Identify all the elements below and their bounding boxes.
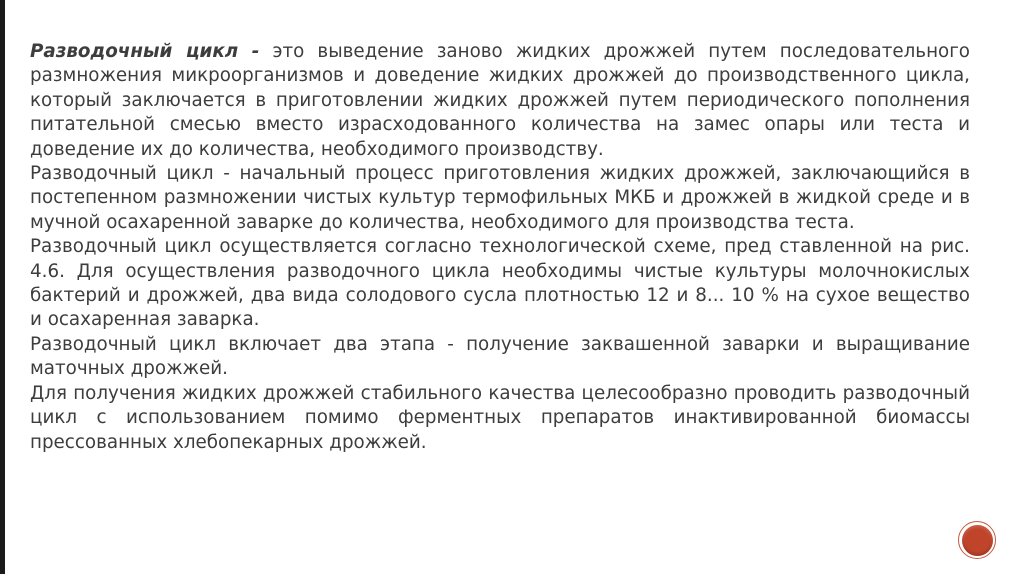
paragraph-text: это выведение заново жидких дрожжей путем последовательного размножения микроорганизмов и доведение жидких дрожжей до производственного цикла, который заключается в приготовлении жидких дрожжей путем периодического пополнения питательной смесью вместо израсходованного количества на замес опары или теста и доведение их до количества, необходимого производству.: [30, 41, 970, 160]
paragraph-definition: [30, 40, 970, 162]
next-slide-button[interactable]: [958, 521, 996, 559]
paragraph-scheme: Разводочный цикл осуществляется согласно технологической схеме, пред ставленной на рис. 4.6. Для осуществления разводочного цикла необходимы чистые культуры молочнокислых бактерий и дрожжей, два вида солодового сусла плотностью 12 и 8... 10 % на сухое вещество и осахаренная заварка.: [30, 236, 970, 331]
term-highlight: Разводочный цикл -: [30, 41, 260, 62]
left-edge-bar: [0, 0, 5, 574]
paragraph-initial-process: Разводочный цикл - начальный процесс приготовления жидких дрожжей, заключающийся в постепенном размножении чистых культур термофильных МКБ и дрожжей в жидкой среде и в мучной осахаренной заварке до количества, необходимого для производства теста.: [30, 163, 970, 233]
paragraph-recommendation: Для получения жидких дрожжей стабильного качества целесообразно проводить разводочный цикл с использованием помимо ферментных препаратов инактивированной биомассы прессованных хлебопекарных дрожжей.: [30, 382, 970, 453]
paragraph-stages: Разводочный цикл включает два этапа - получение заквашенной заварки и выращивание маточных дрожжей.: [30, 333, 970, 380]
slide-body: [30, 40, 970, 455]
next-slide-circle-icon: [962, 525, 993, 556]
